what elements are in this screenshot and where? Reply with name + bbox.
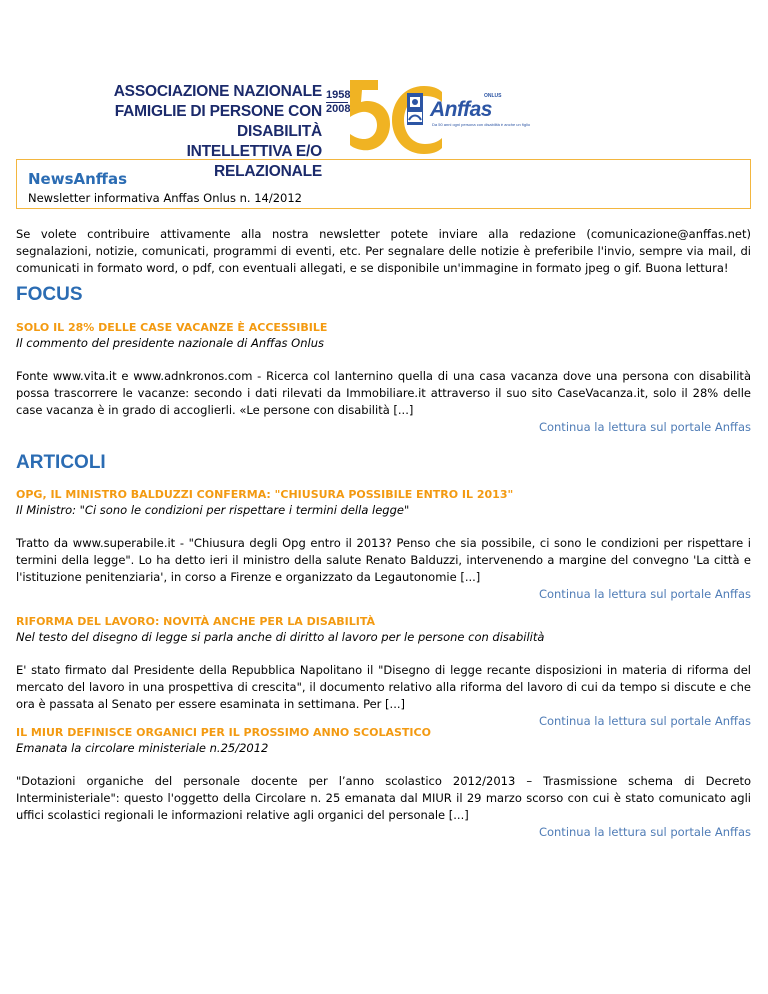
- continue-reading-link[interactable]: Continua la lettura sul portale Anffas: [538, 420, 751, 434]
- newsletter-subtitle: Newsletter informativa Anffas Onlus n. 14/2012: [28, 191, 302, 205]
- continue-reading-link[interactable]: Continua la lettura sul portale Anffas: [538, 825, 751, 839]
- newsletter-header-box: [16, 159, 751, 209]
- org-line-2: FAMIGLIE DI PERSONE CON DISABILITÀ: [114, 103, 322, 140]
- article-title[interactable]: SOLO IL 28% DELLE CASE VACANZE È ACCESSIBILE: [16, 321, 328, 334]
- anniversary-years: [326, 90, 350, 115]
- article-subtitle: Nel testo del disegno di legge si parla anche di diritto al lavoro per le persone con disabilità: [16, 630, 545, 644]
- article-title[interactable]: OPG, IL MINISTRO BALDUZZI CONFERMA: "CHIUSURA POSSIBILE ENTRO IL 2013": [16, 488, 514, 501]
- continue-reading-link[interactable]: Continua la lettura sul portale Anffas: [538, 714, 751, 728]
- article-subtitle: Il Ministro: "Ci sono le condizioni per rispettare i termini della legge": [16, 503, 410, 517]
- article-subtitle: Il commento del presidente nazionale di Anffas Onlus: [16, 336, 324, 350]
- article-body: "Dotazioni organiche del personale docente per l’anno scolastico 2012/2013 – Trasmissione schema di Decreto Interministeriale": questo l'oggetto della Circolare n. 25 emanata dal MIUR il 29 marzo scorso con cui è stato comunicato agli uffici scolastici regionali le informazioni relative agli organici del personale [...]: [16, 774, 751, 822]
- brand-onlus-label: ONLUS: [484, 93, 502, 99]
- article-body: Tratto da www.superabile.it - "Chiusura degli Opg entro il 2013? Penso che sia possibile, ci sono le condizioni per rispettare i termini della legge". Lo ha detto ieri il ministro della salute Renato Balduzzi, intervenendo a margine del convegno 'La città e l'istituzione penitenziaria', in corso a Firenze e organizzato da Legautonomie [...]: [16, 536, 751, 584]
- intro-paragraph: Se volete contribuire attivamente alla nostra newsletter potete inviare alla redazione (comunicazione@anffas.net) segnalazioni, notizie, comunicati, programmi di eventi, etc. Per segnalare delle notizie è preferibile l'invio, sempre via mail, di comunicati in formato word, o pdf, con eventuali allegati, e se disponibile un'immagine in formato jpeg o gif. Buona lettura!: [16, 227, 751, 275]
- article-title[interactable]: RIFORMA DEL LAVORO: NOVITÀ ANCHE PER LA DISABILITÀ: [16, 615, 375, 628]
- article-body: Fonte www.vita.it e www.adnkronos.com - Ricerca col lanternino quella di una casa vacanza dove una persona con disabilità possa trascorrere le vacanze: secondo i dati rilevati da Immobiliare.it attraverso il suo sito CaseVacanza.it, solo il 28% delle case vacanza è in grado di accoglierli. «Le persone con disabilità [...]: [16, 369, 751, 417]
- article-2: [16, 487, 751, 603]
- continue-reading-link[interactable]: Continua la lettura sul portale Anffas: [538, 587, 751, 601]
- article-title[interactable]: IL MIUR DEFINISCE ORGANICI PER IL PROSSIMO ANNO SCOLASTICO: [16, 726, 431, 739]
- article-4: [16, 725, 751, 841]
- anffas-logo: [80, 76, 531, 180]
- section-articoli-heading: ARTICOLI: [16, 452, 106, 473]
- brand-tagline: Da 50 anni ogni persona con disabilità è anche un figlio: [432, 122, 531, 127]
- section-focus-heading: FOCUS: [16, 284, 83, 305]
- org-line-1: ASSOCIAZIONE NAZIONALE: [113, 83, 322, 100]
- article-body: E' stato firmato dal Presidente della Repubblica Napolitano il "Disegno di legge recante disposizioni in materia di riforma del mercato del lavoro in una prospettiva di crescita", il documento relativo alla riforma del lavoro di cui da tempo si discute e che ora è passata al Senato per essere esaminata in settimana. Per [...]: [16, 663, 751, 711]
- year-end: 2008: [326, 103, 351, 115]
- org-line-3: INTELLETTIVA E/O RELAZIONALE: [186, 143, 322, 180]
- article-1: [16, 320, 751, 436]
- year-start: 1958: [326, 89, 351, 101]
- article-subtitle: Emanata la circolare ministeriale n.25/2012: [16, 741, 269, 755]
- article-3: [16, 614, 751, 730]
- brand-name: Anffas: [430, 98, 492, 121]
- newsletter-title: NewsAnffas: [28, 170, 128, 188]
